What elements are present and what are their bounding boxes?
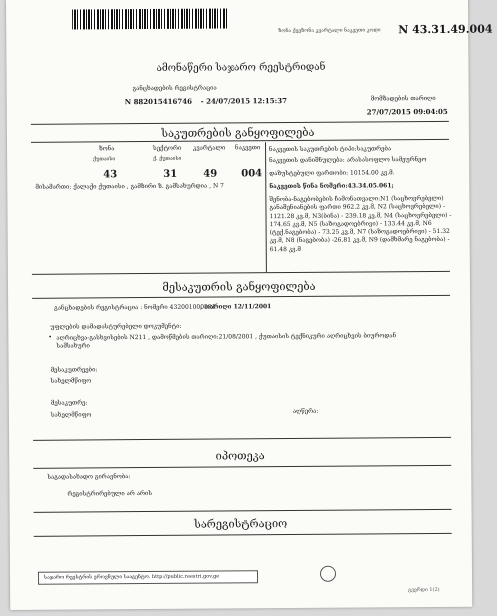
document-page [6, 0, 493, 610]
col-label-parcel: ნაკვეთი [235, 144, 261, 152]
col-sublabel-zone: ქუთაისი [93, 156, 116, 163]
mortgage-subject-label: საგადასახადო გირავნობა: [47, 473, 131, 481]
sector-value: 31 [163, 168, 178, 180]
divider [31, 121, 449, 125]
footer-text: საჯარო რეესტრის ეროვნული სააგენტო. http://public.reestri.gov.ge [44, 573, 220, 581]
property-section-title: საკუთრების განყოფილება [161, 125, 315, 140]
owners-label: მესაკუთრეები: [50, 366, 98, 374]
col-label-zone: ზონა [99, 145, 115, 153]
owner-registration: განცხადების რეგისტრაცია : ნომერი 432001000581 [54, 303, 216, 312]
owner-section-title: მესაკუთრის განყოფილება [162, 279, 316, 294]
col-label-quarter: კვარტალი [193, 144, 226, 152]
owners-value: სახელმწიფო [50, 377, 92, 385]
agency-logo-icon [320, 566, 336, 582]
land-purpose: ნაკვეთის დანიშნულება: არასასოფლო სამეურნეო [269, 156, 427, 165]
land-type: ნაკვეთის საკუთრების ტიპი:საკუთრება [269, 145, 392, 154]
column-divider [265, 142, 267, 272]
prepared-date: 27/07/2015 09:04:05 [366, 106, 448, 117]
mortgage-subject-value: რეგისტრირებული არ არის [67, 489, 152, 498]
page-number: გვერდი 1(2) [408, 586, 440, 594]
possessor-value: სახელმწიფო [50, 411, 92, 419]
divider [34, 509, 452, 513]
application-number: N 882015416746 [124, 96, 193, 107]
quarter-value: 49 [203, 168, 218, 180]
divider [32, 271, 450, 275]
declared-area: დაზუსტებული ფართობი: 10154.00 კვ.მ. [269, 169, 395, 178]
parcel-value: 004 [241, 168, 263, 180]
col-sublabel-sector: ქ. ქუთაისი [153, 155, 182, 162]
divider [34, 533, 452, 537]
prepared-label: მომზადების თარიღი [370, 95, 436, 103]
application-label: განცხადების რეგისტრაცია [132, 84, 217, 93]
divider [32, 295, 450, 299]
bullet: • [48, 333, 52, 341]
barcode-image [72, 8, 227, 29]
debts-section-title: სარეგისტრაციო [194, 517, 288, 531]
buildings-list: შენობა-ნაგებობების ჩამონათვალი:N1 (საცხოვრებელი) განაშენიანების ფართი 962.2 კვ.მ, N2 (საცხოვრებელი) - 1121.28 კვ.მ, N3(ბინა) - 239.18 კვ.მ, N4 (საცხოვრებელი) - 174.65 კვ.მ, N5 (საზოგადოებრივი) - 133.44 კვ.მ, N6 (ტექ.ნაგებობა) - 73.25 კვ.მ, N7 (საზოგადოებრივი) - 51.32 კვ.მ, N8 (ნაგებობა) -26.81 კვ.მ, N9 (დამხმარე ნაგებობა) - 61.48 კვ.მ [269, 194, 452, 253]
document-number: N 43.31.49.004 [398, 22, 493, 37]
basis-text: აღრიცხვა-გასხვისების N211 , დამოწმების თარიღი:21/08/2001 , ქუთაისის ტექნიკური აღრიცხვის ბიუროდან სამსახური [56, 332, 397, 350]
zone-value: 43 [103, 169, 118, 181]
owner-registration-date: , თარიღი 12/11/2001 [200, 303, 272, 311]
mortgage-section-title: იპოთეკა [215, 449, 265, 463]
agency-name: ამონაწერი საჯარო რეესტრიდან [156, 61, 326, 74]
possessor-label: მესაკუთრე: [50, 399, 88, 407]
divider [33, 437, 451, 441]
col-label-sector: სექტორი [153, 144, 182, 152]
basis-label: უფლების დამადასტურებელი დოკუმენტი: [50, 322, 182, 331]
previous-number: ნაკვეთის წინა ნომერი:43.34.05.061; [269, 182, 394, 191]
description-label: აღწერა: [292, 407, 319, 416]
divider [33, 465, 451, 469]
top-note: ზონა ქვეზონა კვარტალი ნაკვეთი კოდი [278, 27, 381, 35]
application-date: - 24/07/2015 12:15:37 [200, 96, 287, 106]
property-address: მისამართი: ქალაქი ქუთაისი , გამზირი ზ. გამსახურდია , N 7 [35, 182, 224, 191]
